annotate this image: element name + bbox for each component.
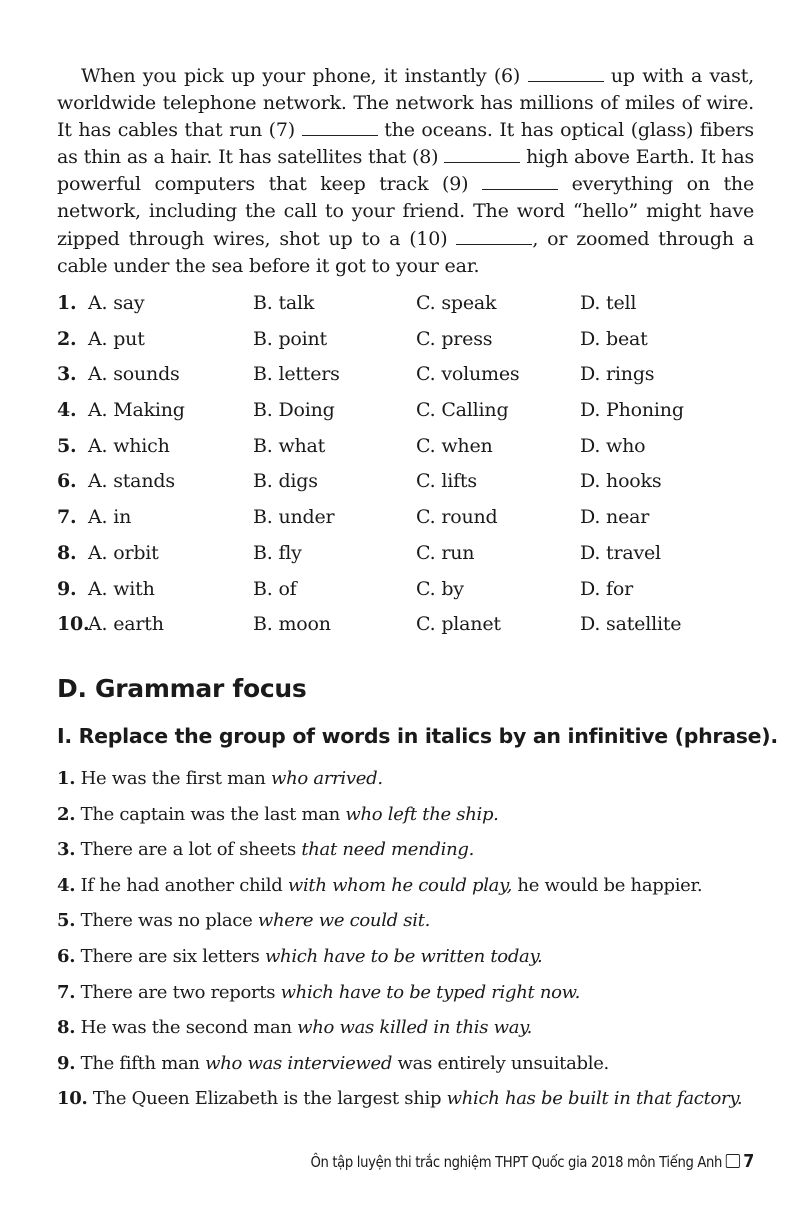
option-a: A. earth [88,613,164,636]
option-d: D. hooks [580,470,662,493]
item-number: 10. [57,1088,88,1110]
grammar-items [57,768,777,1124]
option-d: D. rings [580,363,655,386]
item-number: 5. [57,910,76,932]
option-b: B. moon [253,613,331,636]
option-b: B. of [253,577,297,600]
answer-options [57,292,777,649]
item-text: The Queen Elizabeth is the largest ship [92,1088,447,1110]
question-number: 8. [57,541,77,564]
option-a: A. stands [88,470,175,493]
grammar-item [57,839,777,875]
blank-9 [482,173,558,190]
grammar-item [57,875,777,911]
passage-text: , or zoomed through a cable under the sea before it got to your ear. [57,227,754,277]
item-text: There was no place [80,910,258,932]
page-footer [311,1151,754,1172]
item-text: There are a lot of sheets [80,839,302,861]
option-c: C. volumes [416,363,520,386]
question-row [57,363,777,399]
item-number: 1. [57,768,76,789]
italic-phrase: which have to be typed right now. [280,981,581,1003]
blank-8 [444,146,520,163]
option-d: D. satellite [580,613,682,636]
passage-text: the oceans. It has optical (glass) fibers as thin as a hair. It has satellites that (8) [57,119,754,169]
italic-phrase: where we could sit. [257,910,431,932]
option-a: A. which [88,434,170,457]
option-b: B. digs [253,470,318,493]
footer-title: Ôn tập luyện thi trắc nghiệm THPT Quốc gia 2018 môn Tiếng Anh [310,1153,723,1171]
item-number: 2. [57,803,76,825]
option-b: B. fly [253,541,302,564]
item-number: 6. [57,945,76,967]
book-icon [726,1154,740,1168]
italic-phrase: which has be built in that factory. [446,1088,743,1110]
item-text: There are two reports [80,981,281,1003]
option-c: C. speak [416,292,497,314]
grammar-item [57,1053,777,1089]
exercise-heading: I. Replace the group of words in italics by an infinitive (phrase). [57,724,778,748]
option-c: C. round [416,506,498,529]
option-b: B. what [253,434,326,457]
question-row [57,328,777,364]
option-a: A. Making [88,399,185,422]
blank-10 [456,228,532,245]
item-text: was entirely unsuitable. [392,1052,609,1074]
option-d: D. Phoning [580,399,684,422]
item-text: He was the first man [80,768,272,789]
italic-phrase: who arrived. [271,768,383,789]
question-number: 7. [57,506,77,529]
italic-phrase: who was interviewed [205,1052,393,1074]
item-text: The fifth man [80,1052,206,1074]
question-row [57,292,777,328]
item-number: 8. [57,1017,76,1039]
passage-text: everything on the network, including the call to your friend. The word “hello” might have zipped through wires, shot up to a (10) [57,173,754,250]
item-number: 4. [57,874,76,896]
question-number: 1. [57,292,77,314]
option-c: C. lifts [416,470,477,493]
item-number: 9. [57,1052,76,1074]
grammar-item [57,804,777,840]
item-text: he would be happier. [512,874,703,896]
question-number: 9. [57,577,77,600]
option-d: D. beat [580,327,648,350]
item-text: He was the second man [80,1017,298,1039]
italic-phrase: which have to be written today. [264,945,543,967]
option-c: C. Calling [416,399,509,422]
grammar-item [57,982,777,1018]
grammar-item [57,768,777,804]
italic-phrase: who left the ship. [345,803,499,825]
grammar-item [57,946,777,982]
question-row [57,578,777,614]
page-number: 7 [743,1151,754,1172]
option-a: A. put [88,327,145,350]
option-b: B. under [253,506,335,529]
option-c: C. press [416,327,493,350]
italic-phrase: who was killed in this way. [297,1017,533,1039]
option-a: A. in [88,506,132,529]
passage-text: When you pick up your phone, it instantly (6) [81,65,528,87]
blank-7 [302,119,378,136]
question-row [57,470,777,506]
grammar-item [57,1017,777,1053]
italic-phrase: that need mending. [301,839,475,861]
question-number: 10. [57,613,90,636]
item-number: 3. [57,839,76,861]
question-row [57,399,777,435]
item-text: The captain was the last man [80,803,346,825]
grammar-item [57,1088,777,1124]
option-b: B. talk [253,292,315,314]
option-d: D. near [580,506,650,529]
option-a: A. with [88,577,155,600]
option-d: D. tell [580,292,637,314]
question-row [57,613,777,649]
option-c: C. run [416,541,475,564]
option-b: B. point [253,327,327,350]
grammar-item [57,910,777,946]
option-d: D. travel [580,541,661,564]
reading-passage [57,63,754,280]
option-a: A. sounds [88,363,180,386]
item-text: There are six letters [80,945,265,967]
option-c: C. when [416,434,493,457]
question-number: 2. [57,327,77,350]
option-d: D. who [580,434,646,457]
question-number: 3. [57,363,77,386]
question-row [57,506,777,542]
question-number: 6. [57,470,77,493]
italic-phrase: with whom he could play, [287,874,512,896]
item-text: If he had another child [80,874,288,896]
question-number: 5. [57,434,77,457]
item-number: 7. [57,981,76,1003]
option-d: D. for [580,577,633,600]
question-row [57,542,777,578]
question-row [57,435,777,471]
passage-text: high above Earth. It has powerful computers that keep track (9) [57,146,755,196]
option-c: C. by [416,577,464,600]
section-heading: D. Grammar focus [57,674,307,703]
option-b: B. letters [253,363,340,386]
passage-text: up with a vast, worldwide telephone network. The network has millions of miles of wire. It has cables that run (7) [57,65,754,142]
option-c: C. planet [416,613,501,636]
option-a: A. orbit [88,541,159,564]
blank-6 [528,65,604,82]
option-b: B. Doing [253,399,335,422]
question-number: 4. [57,399,77,422]
option-a: A. say [88,292,145,314]
